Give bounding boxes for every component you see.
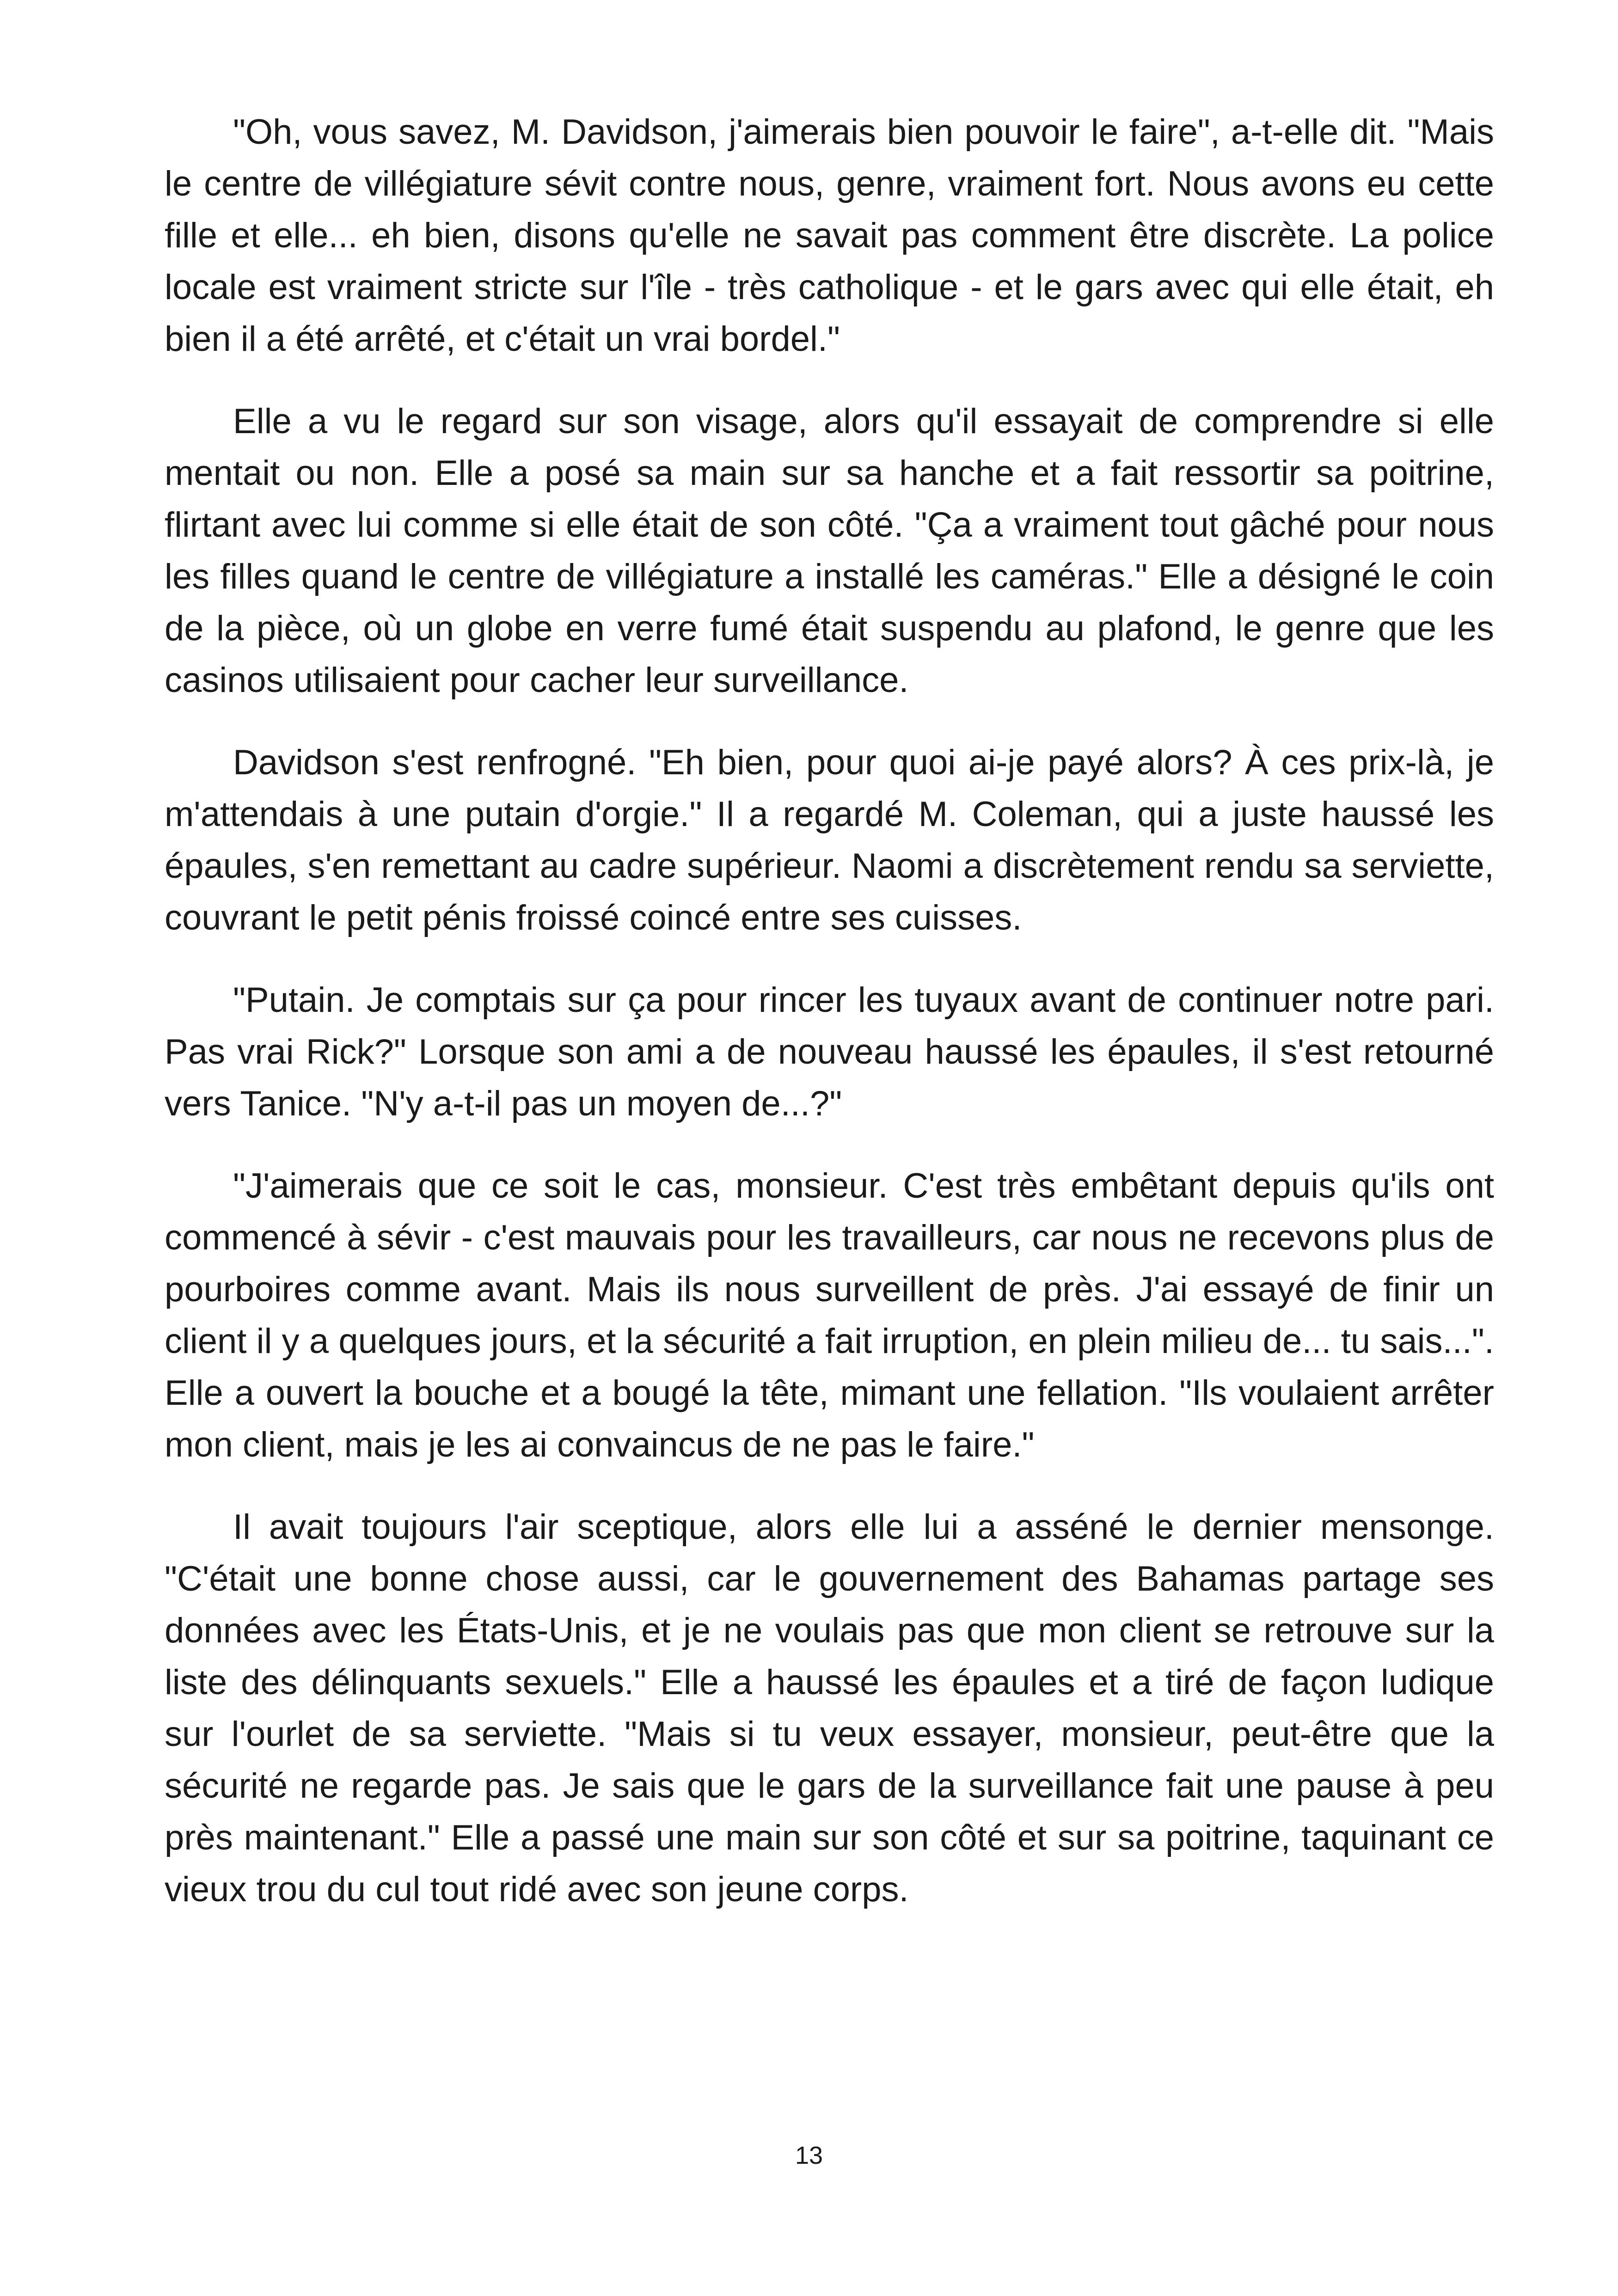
paragraph-6: Il avait toujours l'air sceptique, alors elle lui a asséné le dernier mensonge. "C'était une bonne chose aussi, car le gouvernement des Bahamas partage ses données avec les États-Unis, et je ne voulais pas que mon client se retrouve sur la liste des délinquants sexuels." Elle a haussé les épaules et a tiré de façon ludique sur l'ourlet de sa serviette. "Mais si tu veux essayer, monsieur, peut-être que la sécurité ne regarde pas. Je sais que le gars de la surveillance fait une pause à peu près maintenant." Elle a passé une main sur son côté et sur sa poitrine, taquinant ce vieux trou du cul tout ridé avec son jeune corps. bbox=[165, 1507, 1494, 1909]
page-number: 13 bbox=[795, 2142, 823, 2169]
paragraph-1: "Oh, vous savez, M. Davidson, j'aimerais bien pouvoir le faire", a-t-elle dit. "Mais le centre de villégiature sévit contre nous, genre, vraiment fort. Nous avons eu cette fille et elle... eh bien, disons qu'elle ne savait pas comment être discrète. La police locale est vraiment stricte sur l'île - très catholique - et le gars avec qui elle était, eh bien il a été arrêté, et c'était un vrai bordel." bbox=[165, 112, 1494, 359]
body-text bbox=[165, 106, 1494, 1946]
paragraph-5: "J'aimerais que ce soit le cas, monsieur. C'est très embêtant depuis qu'ils ont commencé à sévir - c'est mauvais pour les travailleurs, car nous ne recevons plus de pourboires comme avant. Mais ils nous surveillent de près. J'ai essayé de finir un client il y a quelques jours, et la sécurité a fait irruption, en plein milieu de... tu sais...". Elle a ouvert la bouche et a bougé la tête, mimant une fellation. "Ils voulaient arrêter mon client, mais je les ai convaincus de ne pas le faire." bbox=[165, 1166, 1494, 1464]
paragraph-3: Davidson s'est renfrogné. "Eh bien, pour quoi ai-je payé alors? À ces prix-là, je m'attendais à une putain d'orgie." Il a regardé M. Coleman, qui a juste haussé les épaules, s'en remettant au cadre supérieur. Naomi a discrètement rendu sa serviette, couvrant le petit pénis froissé coincé entre ses cuisses. bbox=[165, 743, 1494, 937]
paragraph-4: "Putain. Je comptais sur ça pour rincer les tuyaux avant de continuer notre pari. Pas vrai Rick?" Lorsque son ami a de nouveau haussé les épaules, il s'est retourné vers Tanice. "N'y a-t-il pas un moyen de...?" bbox=[165, 980, 1494, 1123]
paragraph-2: Elle a vu le regard sur son visage, alors qu'il essayait de comprendre si elle mentait ou non. Elle a posé sa main sur sa hanche et a fait ressortir sa poitrine, flirtant avec lui comme si elle était de son côté. "Ça a vraiment tout gâché pour nous les filles quand le centre de villégiature a installé les caméras." Elle a désigné le coin de la pièce, où un globe en verre fumé était suspendu au plafond, le genre que les casinos utilisaient pour cacher leur surveillance. bbox=[165, 402, 1494, 700]
